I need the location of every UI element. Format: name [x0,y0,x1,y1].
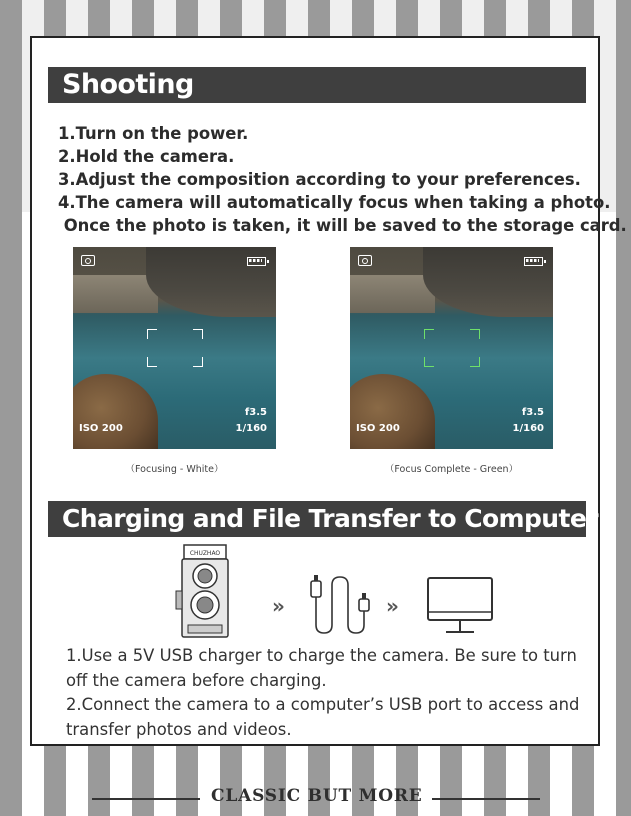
camera-mode-icon [81,255,95,266]
viewfinder-photo-focusing [73,247,276,449]
battery-icon [247,257,266,266]
focus-frame [147,329,203,367]
photo-dock [73,275,158,313]
shooting-steps [58,122,627,237]
shutter-readout: 1/160 [235,423,267,434]
computer-monitor-icon [426,576,494,636]
viewfinder-photo-focus-complete [350,247,553,449]
footer-rule-left [92,798,200,800]
charging-steps [66,644,591,742]
shooting-header [48,67,586,103]
photo-caption-focusing: （Focusing - White） [125,464,224,475]
shooting-step: 1.Turn on the power. [58,124,249,143]
usb-cable-icon [308,573,374,637]
photo-caption-focus-complete: （Focus Complete - Green） [384,464,519,475]
charging-header [48,501,598,537]
photo-rock [73,374,158,449]
shooting-step: 4.The camera will automatically focus when taking a photo. [58,193,611,212]
charging-title: Charging and File Transfer to Computer [62,504,598,533]
camera-mode-icon [358,255,372,266]
arrow-icon: » [272,594,285,618]
shooting-title: Shooting [62,69,194,100]
arrow-icon: » [386,594,399,618]
camera-brand-text: CHUZHAO [189,550,221,557]
shooting-step: Once the photo is taken, it will be saved to the storage card. [58,216,627,235]
charging-step: 2.Connect the camera to a computer’s USB port to access and transfer photos and videos. [66,695,580,739]
footer-tagline: CLASSIC BUT MORE [211,786,423,806]
aperture-readout: f3.5 [521,407,544,418]
photo-rock [350,374,435,449]
instruction-card [30,36,627,746]
shutter-readout: 1/160 [512,423,544,434]
battery-icon [524,257,543,266]
focus-frame [424,329,480,367]
twin-lens-camera-icon [174,543,236,641]
charging-step: 1.Use a 5V USB charger to charge the camera. Be sure to turn off the camera before charging. [66,646,577,690]
aperture-readout: f3.5 [244,407,267,418]
footer-rule-right [432,798,540,800]
photo-dock [350,275,435,313]
iso-readout: ISO 200 [79,423,123,434]
shooting-step: 3.Adjust the composition according to your preferences. [58,170,581,189]
iso-readout: ISO 200 [356,423,400,434]
shooting-step: 2.Hold the camera. [58,147,235,166]
